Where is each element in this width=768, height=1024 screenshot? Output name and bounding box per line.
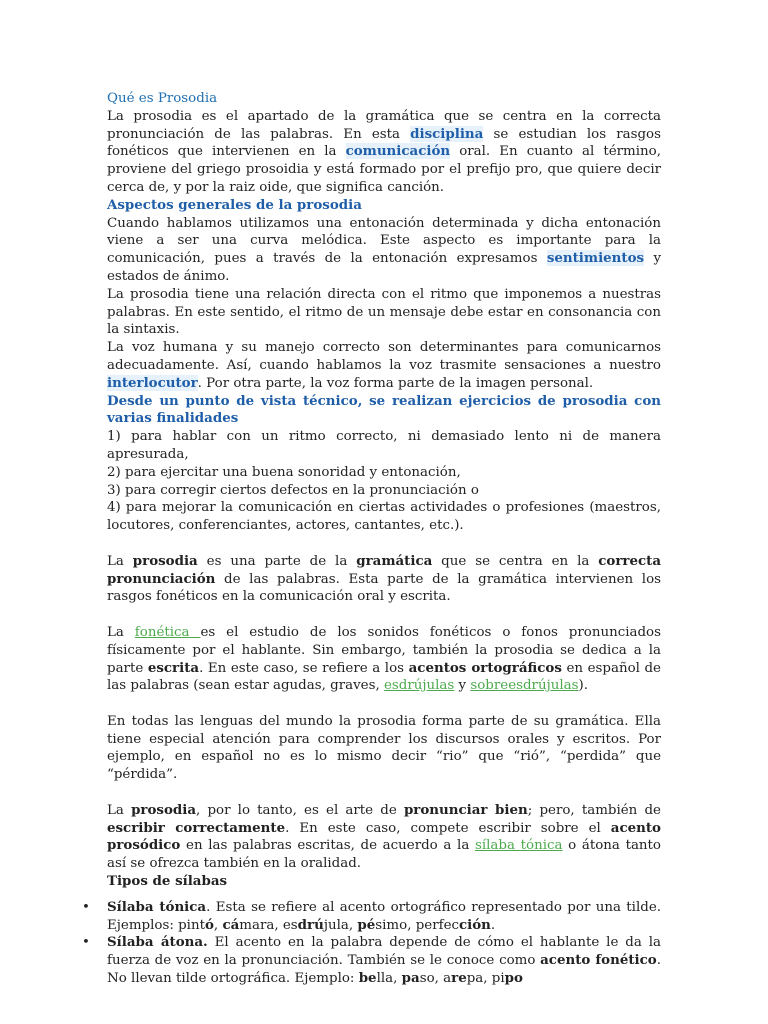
list-item-atona bbox=[107, 934, 661, 987]
text: El acento en la palabra depende de cómo el hablante le da la fuerza de voz en la pronunciación. También se le conoce como bbox=[107, 935, 661, 969]
ejercicio-item-3: 3) para corregir ciertos defectos en la pronunciación o bbox=[107, 482, 479, 498]
fonetica-paragraph bbox=[107, 624, 661, 695]
keyword-interlocutor[interactable]: interlocutor bbox=[107, 374, 198, 391]
text: so bbox=[419, 971, 435, 987]
spacer bbox=[107, 695, 661, 713]
arte-paragraph bbox=[107, 802, 661, 873]
bold-escribir-correctamente: escribir correctamente bbox=[107, 819, 286, 836]
text: ). bbox=[578, 678, 588, 694]
text: en español de las palabras (sean estar agudas, graves, bbox=[107, 660, 661, 694]
spacer bbox=[107, 784, 661, 802]
tipos-heading bbox=[107, 873, 661, 891]
text: que se centra en la bbox=[432, 553, 599, 569]
text: es una parte de la bbox=[197, 553, 357, 569]
spacer bbox=[107, 606, 661, 624]
text: pint bbox=[178, 917, 205, 933]
bold-acento-fonetico: acento fonético bbox=[540, 952, 657, 969]
keyword-disciplina[interactable]: disciplina bbox=[410, 125, 484, 142]
text: , bbox=[407, 917, 416, 933]
text: perfec bbox=[415, 917, 459, 933]
ejercicios-heading: Desde un punto de vista técnico, se realizan ejercicios de prosodia con varias finalidades bbox=[107, 392, 661, 427]
aspectos-p1-text-b: y estados de ánimo. bbox=[107, 251, 662, 284]
text: La bbox=[107, 553, 133, 569]
text: , bbox=[213, 917, 223, 933]
bold-acentos-ortograficos: acentos ortográficos bbox=[408, 659, 562, 676]
text: es el estudio de los sonidos fonéticos o fonos pronunciados físicamente por el hablante. Sin embargo, también la prosodia se dedica a la parte bbox=[107, 624, 661, 676]
intro-text-3: oral. En cuanto al término, proviene del griego prosoidia y está formado por el prefijo pro, que quiere decir cerca de, y por la raiz oide, que significa canción. bbox=[107, 144, 661, 195]
spacer bbox=[107, 535, 661, 553]
ejercicio-item-4: 4) para mejorar la comunicación en ciertas actividades o profesiones (maestros, locutores, conferenciantes, actores, cantantes, etc.). bbox=[107, 500, 661, 534]
text: . bbox=[490, 917, 496, 933]
stressed-syllable: drú bbox=[297, 916, 324, 933]
link-sobreesdrujulas[interactable]: sobreesdrújulas bbox=[470, 678, 579, 694]
stressed-syllable: be bbox=[358, 970, 377, 987]
stressed-syllable: pa bbox=[401, 970, 420, 987]
text: a bbox=[443, 971, 452, 987]
link-silaba-tonica[interactable]: sílaba tónica bbox=[474, 838, 563, 854]
bold-prosodia: prosodia bbox=[131, 801, 197, 818]
bold-prosodia: prosodia bbox=[132, 552, 198, 569]
intro-paragraph bbox=[107, 108, 661, 197]
text: , bbox=[274, 917, 283, 933]
link-fonetica[interactable]: fonética bbox=[134, 624, 201, 640]
stressed-syllable: po bbox=[504, 970, 523, 987]
stressed-syllable: ción bbox=[459, 916, 491, 933]
bold-correcta-pronunciacion: correcta pronunciación bbox=[107, 552, 661, 587]
aspectos-paragraph-2: La prosodia tiene una relación directa con el ritmo que imponemos a nuestras palabras. En este sentido, el ritmo de un mensaje debe estar en consonancia con la sintaxis. bbox=[107, 286, 661, 338]
aspectos-paragraph-3 bbox=[107, 339, 661, 392]
stressed-syllable: cá bbox=[222, 916, 240, 933]
text: . Esta se refiere al acento ortográfico representado por una tilde. Ejemplos: bbox=[107, 899, 661, 933]
list-item-tonica bbox=[107, 899, 661, 935]
text: La bbox=[107, 624, 135, 640]
text: y bbox=[454, 678, 471, 694]
link-esdrujulas[interactable]: esdrújulas bbox=[383, 678, 455, 694]
keyword-sentimientos[interactable]: sentimientos bbox=[546, 250, 645, 267]
gramatica-paragraph bbox=[107, 553, 661, 606]
silabas-list bbox=[107, 899, 661, 988]
title: Qué es Prosodia bbox=[107, 91, 218, 106]
text: La bbox=[107, 802, 132, 818]
label-silaba-tonica: Sílaba tónica bbox=[107, 898, 207, 915]
stressed-syllable: pé bbox=[357, 916, 376, 933]
bold-pronunciar-bien: pronunciar bien bbox=[403, 801, 528, 818]
text: , bbox=[483, 971, 492, 987]
text: de las palabras. Esta parte de la gramática intervienen los rasgos fonéticos en la comunicación oral y escrita. bbox=[107, 571, 661, 605]
stressed-syllable: ó bbox=[204, 916, 214, 933]
intro-text-1: La prosodia es el apartado de la gramática que se centra en la correcta pronunciación de las palabras. En esta bbox=[107, 108, 661, 142]
bold-acento-prosodico: acento prosódico bbox=[107, 819, 661, 854]
text: o átona tanto así se ofrezca también en la oralidad. bbox=[107, 838, 661, 872]
text: , bbox=[348, 917, 358, 933]
text: jula bbox=[323, 917, 349, 933]
text: , bbox=[393, 971, 402, 987]
text: . En este caso, se refiere a los bbox=[199, 660, 409, 676]
text: . No llevan tilde ortográfica. Ejemplo: bbox=[107, 953, 661, 987]
text: pi bbox=[491, 971, 505, 987]
keyword-comunicacion[interactable]: comunicación bbox=[345, 143, 451, 160]
aspectos-p3-text-a: La voz humana y su manejo correcto son determinantes para comunicarnos adecuadamente. Así, cuando hablamos la voz trasmite sensaciones a nuestro bbox=[107, 340, 661, 373]
text: mara bbox=[239, 917, 275, 933]
aspectos-heading: Aspectos generales de la prosodia bbox=[107, 196, 362, 213]
text: es bbox=[282, 917, 298, 933]
aspectos-p1-text-a: Cuando hablamos utilizamos una entonación determinada y dicha entonación viene a ser una curva melódica. Este aspecto es importante para la comunicación, pues a través de la entonación expresamos bbox=[107, 215, 661, 267]
text: en las palabras escritas, de acuerdo a la bbox=[180, 838, 475, 854]
text: , bbox=[434, 971, 444, 987]
text: simo bbox=[375, 917, 408, 933]
tipos-heading-text: Tipos de sílabas bbox=[107, 873, 228, 890]
text: lla bbox=[376, 971, 394, 987]
bold-gramatica: gramática bbox=[356, 552, 433, 569]
aspectos-p3-text-b: . Por otra parte, la voz forma parte de la imagen personal. bbox=[197, 375, 594, 391]
text: ; pero, también de bbox=[527, 802, 661, 818]
stressed-syllable: re bbox=[451, 970, 467, 987]
text: pa bbox=[466, 971, 484, 987]
text: . En este caso, compete escribir sobre el bbox=[285, 820, 611, 836]
lenguas-paragraph: En todas las lenguas del mundo la prosodia forma parte de su gramática. Ella tiene especial atención para comprender los discursos orales y escritos. Por ejemplo, en español no es lo mismo decir “rio” que “rió”, “perdida” que “pérdida”. bbox=[107, 713, 661, 783]
text: , por lo tanto, es el arte de bbox=[196, 802, 404, 818]
document-body bbox=[107, 90, 661, 988]
label-silaba-atona: Sílaba átona. bbox=[107, 934, 208, 951]
bold-escrita: escrita bbox=[147, 659, 200, 676]
ejercicio-item-1: 1) para hablar con un ritmo correcto, ni demasiado lento ni de manera apresurada, bbox=[107, 429, 661, 462]
aspectos-paragraph-1 bbox=[107, 215, 661, 286]
intro-text-2: se estudian los rasgos fonéticos que intervienen en la bbox=[107, 126, 661, 160]
ejercicio-item-2: 2) para ejercitar una buena sonoridad y entonación, bbox=[107, 464, 461, 480]
